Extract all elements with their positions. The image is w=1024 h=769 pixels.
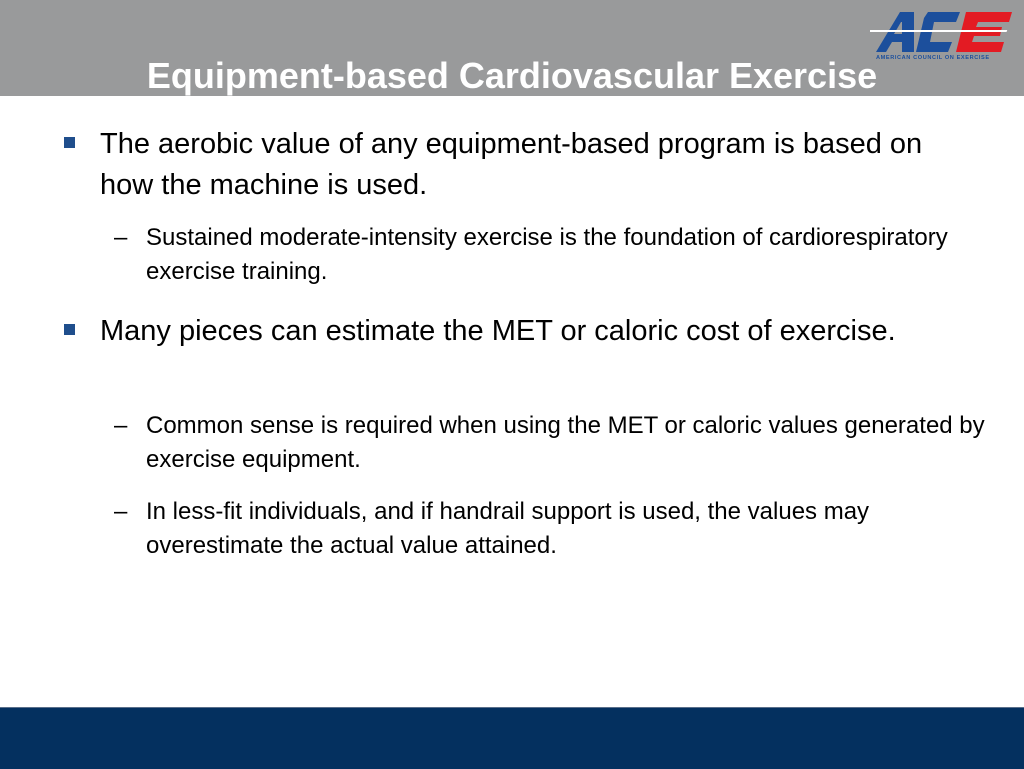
sub-bullet-item: Common sense is required when using the MET or caloric values generated by exercise equipment. <box>146 412 985 473</box>
bullet-item: Many pieces can estimate the MET or caloric cost of exercise. <box>100 315 896 347</box>
bullet-square-icon <box>64 137 75 148</box>
sub-bullet-item: In less-fit individuals, and if handrail support is used, the values may overestimate the actual value attained. <box>146 498 870 559</box>
logo-tagline: AMERICAN COUNCIL ON EXERCISE <box>876 55 990 61</box>
slide-title: Equipment-based Cardiovascular Exercise <box>146 55 878 96</box>
sub-bullet-item: Sustained moderate-intensity exercise is the foundation of cardiorespiratory exercise training. <box>146 224 948 285</box>
footer-bar <box>0 707 1024 769</box>
bullet-square-icon <box>64 324 75 335</box>
dash-icon: – <box>114 412 128 439</box>
dash-icon: – <box>114 498 128 525</box>
dash-icon: – <box>114 224 128 251</box>
bullet-item: The aerobic value of any equipment-based program is based on how the machine is used. <box>100 128 923 201</box>
